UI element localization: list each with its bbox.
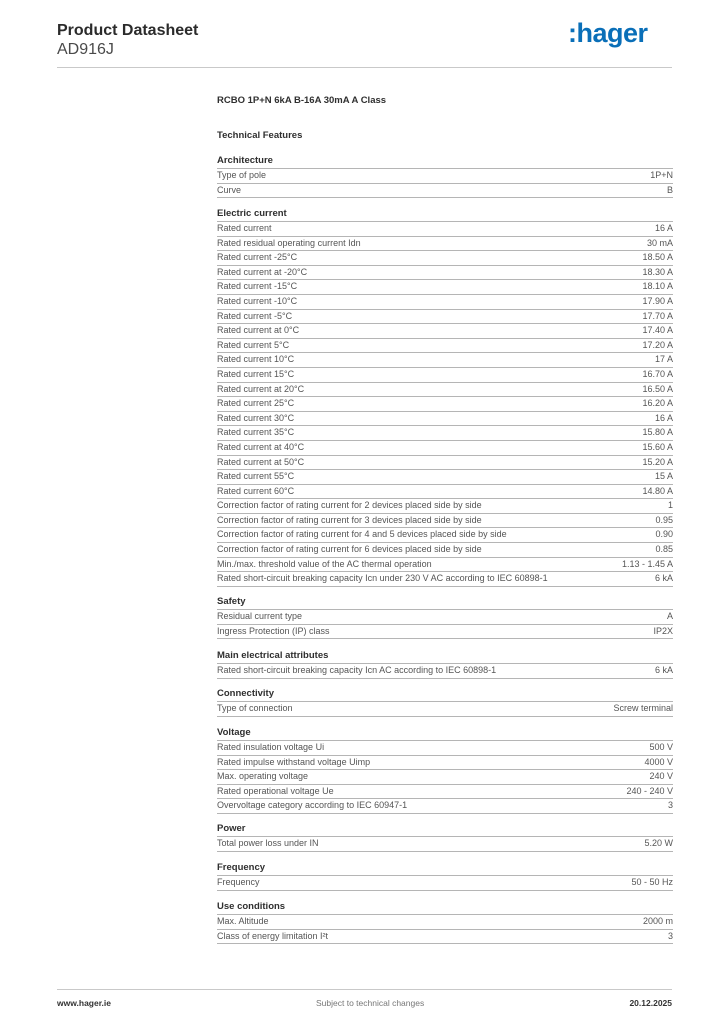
section-title: Connectivity [217,687,673,702]
section-architecture [217,154,673,198]
section-connectivity [217,687,673,717]
spec-label: Correction factor of rating current for 2 devices placed side by side [217,500,482,511]
spec-value: 1.13 - 1.45 A [621,558,673,569]
spec-row [217,625,673,640]
spec-row [217,339,673,354]
spec-row [217,528,673,543]
spec-value: 3 [667,930,673,941]
spec-row [217,184,673,199]
spec-row [217,702,673,717]
footer-website[interactable]: www.hager.ie [57,998,112,1008]
spec-value: 15 A [654,471,673,482]
section-use-conditions [217,900,673,944]
footer-date: 20.12.2025 [629,998,672,1008]
spec-row [217,664,673,679]
section-power [217,822,673,852]
spec-label: Rated current 55°C [217,471,295,482]
spec-label: Rated current 60°C [217,485,295,496]
spec-value: 240 V [649,771,673,782]
spec-row [217,441,673,456]
section-electric-current [217,207,673,587]
spec-value: 6 kA [654,665,673,675]
spec-label: Rated impulse withstand voltage Uimp [217,756,371,767]
spec-row [217,610,673,625]
spec-value: 16.70 A [642,368,673,379]
spec-label: Rated short-circuit breaking capacity Icn AC according to IEC 60898-1 [217,665,497,675]
spec-row [217,514,673,529]
spec-row [217,741,673,756]
document-title: Product Datasheet [57,22,199,39]
spec-row [217,383,673,398]
spec-value: 50 - 50 Hz [631,877,673,887]
spec-value: 17.70 A [642,310,673,321]
spec-label: Rated insulation voltage Ui [217,742,325,752]
spec-row [217,799,673,814]
spec-value: 18.50 A [642,252,673,263]
section-safety [217,595,673,639]
spec-value: 17.40 A [642,325,673,336]
spec-value: 1P+N [650,170,673,180]
spec-label: Frequency [217,877,260,887]
spec-row [217,368,673,383]
spec-row [217,266,673,281]
spec-row [217,543,673,558]
spec-row [217,412,673,427]
spec-label: Total power loss under IN [217,838,319,848]
spec-value: 16.50 A [642,383,673,394]
spec-row [217,837,673,852]
spec-label: Rated current 35°C [217,427,295,438]
spec-row [217,770,673,785]
spec-label: Rated current at 50°C [217,456,305,467]
product-reference: AD916J [57,41,114,58]
spec-value: 500 V [649,742,673,752]
section-main-electrical-attributes [217,649,673,679]
spec-label: Ingress Protection (IP) class [217,625,330,636]
spec-row [217,251,673,266]
spec-label: Rated current [217,223,272,233]
spec-value: 240 - 240 V [626,785,673,796]
spec-value: 0.90 [655,529,673,540]
spec-label: Rated current 10°C [217,354,295,365]
spec-row [217,169,673,184]
spec-label: Curve [217,184,242,195]
spec-label: Class of energy limitation I²t [217,930,329,941]
spec-label: Rated current at 20°C [217,383,305,394]
spec-row [217,310,673,325]
spec-row [217,470,673,485]
header-divider [57,67,672,68]
spec-value: 17.90 A [642,295,673,306]
spec-row [217,237,673,252]
spec-label: Max. Altitude [217,916,269,926]
spec-label: Type of pole [217,170,267,180]
spec-label: Rated operational voltage Ue [217,785,334,796]
spec-row [217,426,673,441]
spec-label: Rated current 5°C [217,339,290,350]
footer-notice: Subject to technical changes [316,998,425,1008]
spec-value: 17.20 A [642,339,673,350]
spec-label: Min./max. threshold value of the AC thermal operation [217,558,432,569]
spec-row [217,324,673,339]
section-title: Safety [217,595,673,610]
spec-value: Screw terminal [613,703,673,713]
spec-label: Correction factor of rating current for 6 devices placed side by side [217,544,482,555]
spec-value: 15.80 A [642,427,673,438]
footer-divider [57,989,672,990]
spec-value: 16 A [654,223,673,233]
spec-label: Rated current 30°C [217,412,295,423]
spec-label: Type of connection [217,703,293,713]
spec-label: Rated current 25°C [217,398,295,409]
hager-logo: :hager [568,18,648,48]
spec-value: 2000 m [642,916,673,926]
spec-label: Rated short-circuit breaking capacity Icn under 230 V AC according to IEC 60898-1 [217,573,548,584]
spec-value: 1 [667,500,673,511]
spec-row [217,485,673,500]
spec-row [217,915,673,930]
spec-value: 4000 V [644,756,673,767]
spec-label: Rated current at 40°C [217,441,305,452]
spec-row [217,353,673,368]
spec-value: 15.60 A [642,441,673,452]
spec-value: IP2X [653,625,673,636]
spec-label: Correction factor of rating current for 3 devices placed side by side [217,514,482,525]
spec-label: Rated current at 0°C [217,325,300,336]
spec-value: 16 A [654,412,673,423]
spec-value: A [666,611,673,621]
spec-row [217,876,673,891]
spec-label: Rated current -15°C [217,281,298,292]
spec-label: Overvoltage category according to IEC 60947-1 [217,800,408,811]
section-title: Main electrical attributes [217,649,673,664]
section-title: Architecture [217,154,673,169]
spec-row [217,295,673,310]
spec-value: 14.80 A [642,485,673,496]
spec-value: 18.30 A [642,266,673,277]
spec-row [217,572,673,587]
spec-label: Max. operating voltage [217,771,309,782]
document-header [57,21,198,59]
section-title: Voltage [217,726,673,741]
spec-row [217,397,673,412]
spec-value: 0.95 [655,514,673,525]
section-title: Use conditions [217,900,673,915]
spec-value: 6 kA [654,573,673,584]
spec-row [217,930,673,945]
spec-label: Correction factor of rating current for 4 and 5 devices placed side by side [217,529,507,540]
spec-row [217,222,673,237]
spec-label: Residual current type [217,611,303,621]
spec-row [217,785,673,800]
spec-value: 18.10 A [642,281,673,292]
spec-label: Rated residual operating current Idn [217,237,361,248]
spec-value: 0.85 [655,544,673,555]
section-frequency [217,861,673,891]
spec-row [217,456,673,471]
spec-label: Rated current 15°C [217,368,295,379]
spec-value: 17 A [654,354,673,365]
section-title: Electric current [217,207,673,222]
section-title: Power [217,822,673,837]
spec-label: Rated current -25°C [217,252,298,263]
spec-label: Rated current -5°C [217,310,293,321]
spec-value: 16.20 A [642,398,673,409]
product-name: RCBO 1P+N 6kA B-16A 30mA A Class [217,95,387,106]
section-voltage [217,726,673,814]
spec-value: 3 [667,800,673,811]
spec-row [217,756,673,771]
spec-value: 5.20 W [644,838,673,848]
spec-row [217,499,673,514]
spec-label: Rated current -10°C [217,295,298,306]
section-title: Frequency [217,861,673,876]
spec-value: 15.20 A [642,456,673,467]
spec-row [217,280,673,295]
spec-row [217,558,673,573]
spec-value: B [666,184,673,195]
spec-label: Rated current at -20°C [217,266,308,277]
spec-value: 30 mA [646,237,673,248]
technical-features-heading: Technical Features [217,130,303,141]
